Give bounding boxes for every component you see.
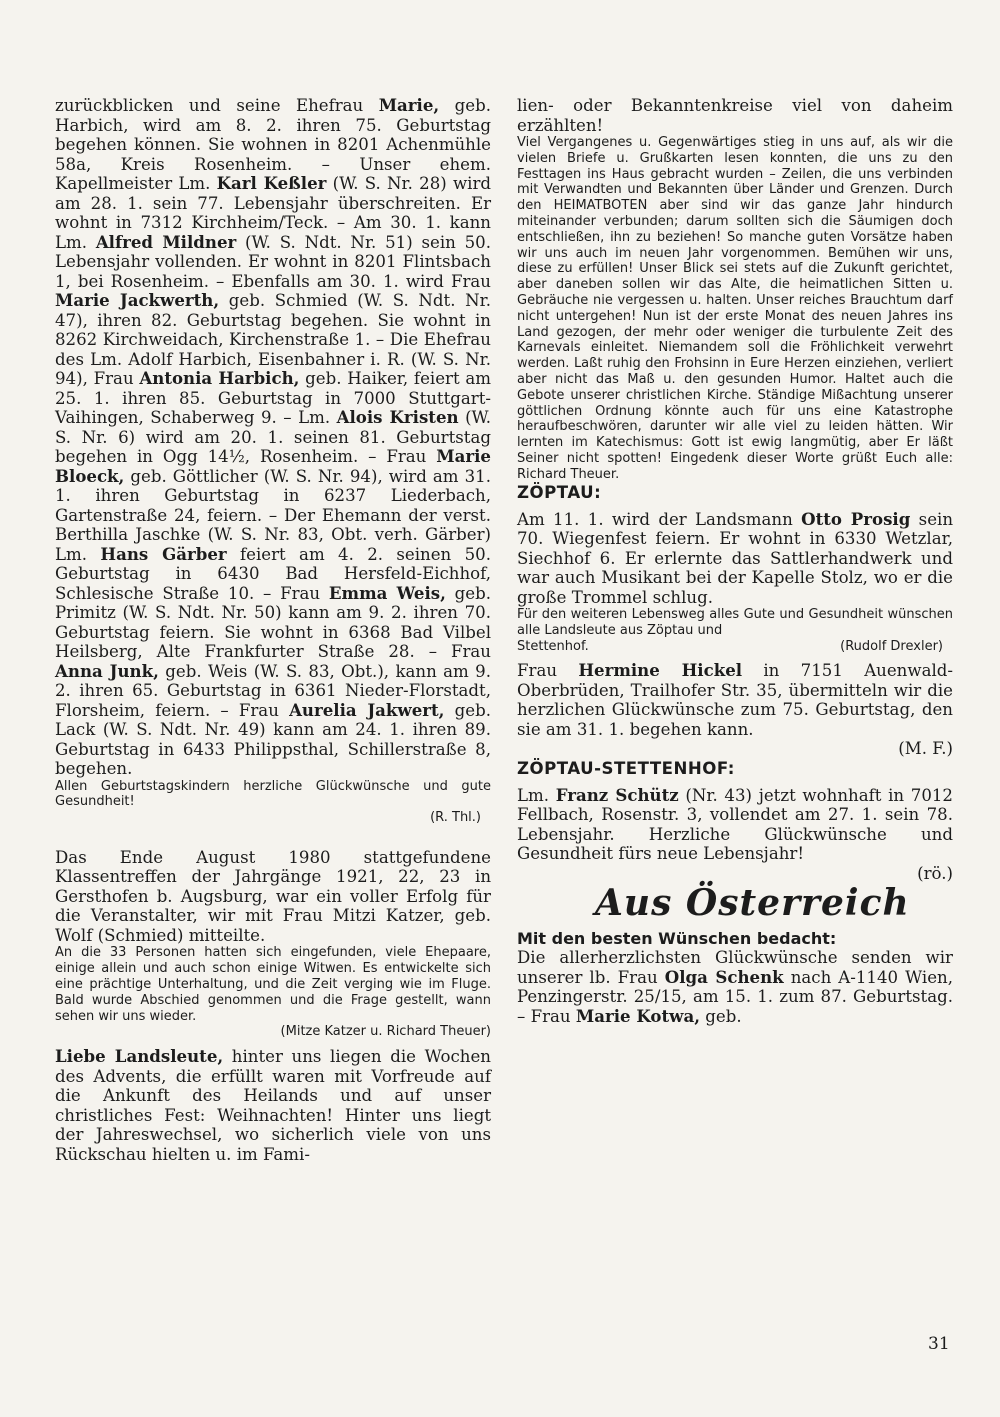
section-heading-zoeptau: ZÖPTAU: [517,482,602,502]
stettenhof-signature: (rö.) [917,863,953,883]
bold-name: Karl Keßler [216,173,327,193]
section-heading-stettenhof: ZÖPTAU-STETTENHOF: [517,758,735,778]
bold-name: Marie Bloeck, [55,446,491,486]
bold-name: Olga Schenk [664,966,784,987]
oesterreich-wishes: Die allerherzlichsten Glückwünsche senden wir unserer lb. Frau Olga Schenk nach A-1140 Wien, Penzingerstr. 25/15, am 15. 1. zum 87. Geburtstag. – Frau Marie Kotwa, geb. [517,948,953,1026]
bold-name: Emma Weis, [328,582,446,603]
new-year-letter-start: Liebe Landsleute, hinter uns liegen die Wochen des Advents, die erfüllt waren mit Vorfreude auf die Ankunft des Heilands und auf unser christliches Fest: Weihnachten! Hinter uns liegt der Jahreswechsel, wo sicherlich viele von uns Rückschau hielten u. im Fami- [55,1046,491,1164]
letter-body: Viel Vergangenes u. Gegenwärtiges stieg in uns auf, als wir die vielen Briefe u. Grußkarten lesen konnten, die uns zu den Festtagen ins Haus gebracht wurden – Zeilen, die uns verbinden mit Verwandten und Bekannten über Länder und Grenzen. Durch den HEIMATBOTEN aber sind wir das ganze Jahr hindurch miteinander verbunden; darum sollten sich die Säumigen doch entschließen, ihn zu beziehen! So manche guten Vorsätze haben wir uns auch im neuen Jahr vorgenommen. Bemühen wir uns, diese zu erfüllen! Unser Blick sei stets auf die Zukunft gerichtet, aber daneben sollen wir das Alte, die heimatlichen Sitten u. Gebräuche nie vergessen u. halten. Unser reiches Brauchtum darf nicht untergehen! Nun ist der erste Monat des neuen Jahres ins Land gezogen, der mehr oder weniger die turbulente Zeit des Karnevals einleitet. Niemandem soll die Fröhlichkeit verwehrt werden. Laßt ruhig den Frohsinn in Eure Herzen einziehen, verliert aber nicht das Maß u. den gesunden Humor. Haltet auch die Gebote unserer christlichen Kirche. Ständige Mißachtung unserer göttlichen Ordnung könnte auch für uns eine Katastrophe heraufbeschwören, darunter wir alle viel zu leiden hätten. Wir lernten im Katechismus: Gott ist ewig langmütig, aber Er läßt Seiner nicht spotten! Eingedenk dieser Worte grüßt Euch alle: Richard Theuer. [517,135,953,482]
birthday-greeting: Allen Geburtstagskindern herzliche Glückwünsche und gute Gesundheit! [55,778,491,810]
zoeptau-hickel: Frau Hermine Hickel in 7151 Auenwald-Oberbrüden, Trailhofer Str. 35, übermitteln wir die herzlichen Glückwünsche zum 75. Geburtstag, den sie am 31. 1. begehen kann. [517,660,954,739]
bold-name: Anna Junk, [55,660,159,681]
bold-name: Hermine Hickel [578,660,743,681]
left-column [55,96,491,1164]
bold-name: Marie Kotwa, [575,1005,700,1026]
class-reunion-intro: Das Ende August 1980 stattgefundene Klassentreffen der Jahrgänge 1921, 22, 23 in Gersthofen b. Augsburg, war ein voller Erfolg für die Veranstalter, wir mit Frau Mitzi Katzer, geb. Wolf (Schmied) mitteilte. [55,847,491,945]
bold-name: Antonia Harbich, [139,368,300,388]
letter-continuation: lien- oder Bekanntenkreise viel von daheim erzählten! [517,96,953,135]
birthday-greeting-sign-row [55,810,491,826]
zoeptau-wishes: Für den weiteren Lebensweg alles Gute und Gesundheit wünschen alle Landsleute aus Zöptau und [517,607,953,638]
oesterreich-subheading: Mit den besten Wünschen bedacht: [517,929,837,949]
salutation: Liebe Landsleute, [55,1046,224,1067]
bold-name: Alois Kristen [336,407,459,427]
bold-name: Hans Gärber [100,543,227,564]
bold-name: Marie Jackwerth, [55,290,220,310]
class-reunion-signature: (Mitze Katzer u. Richard Theuer) [280,1024,491,1040]
section-heading-oesterreich: Aus Österreich [595,882,910,925]
zoeptau-wishes-signature: (Rudolf Drexler) [840,638,943,654]
zoeptau-hickel-signature: (M. F.) [898,739,953,759]
bold-name: Marie, [378,95,440,115]
class-reunion-report: An die 33 Personen hatten sich eingefunden, viele Ehepaare, einige allein und auch schon einige Witwen. Es entwickelte sich eine prächtige Unterhaltung, und die Zeit verging wie im Fluge. Bald wurde Abschied genommen und die Frage gestellt, wann sehen wir uns wieder. [55,945,491,1024]
birthday-announcements: zurückblicken und seine Ehefrau Marie, geb. Harbich, wird am 8. 2. ihren 75. Geburtstag begehen können. Sie wohnen in 8201 Achenmühle 58a, Kreis Rosenheim. – Unser ehem. Kapellmeister Lm. Karl Keßler (W. S. Nr. 28) wird am 28. 1. sein 77. Lebensjahr überschreiten. Er wohnt in 7312 Kirchheim/Teck. – Am 30. 1. kann Lm. Alfred Mildner (W. S. Ndt. Nr. 51) sein 50. Lebensjahr vollenden. Er wohnt in 8201 Flintsbach 1, bei Rosenheim. – Ebenfalls am 30. 1. wird Frau Marie Jackwerth, geb. Schmied (W. S. Ndt. Nr. 47), ihren 82. Geburtstag begehen. Sie wohnt in 8262 Kirchweidach, Kirchenstraße 1. – Die Ehefrau des Lm. Adolf Harbich, Eisenbahner i. R. (W. S. Nr. 94), Frau Antonia Harbich, geb. Haiker, feiert am 25. 1. ihren 85. Geburtstag in 7000 Stuttgart-Vaihingen, Schaberweg 9. – Lm. Alois Kristen (W. S. Nr. 6) wird am 20. 1. seinen 81. Geburtstag begehen in Ogg 14½, Rosenheim. – Frau Marie Bloeck, geb. Göttlicher (W. S. Nr. 94), wird am 31. 1. ihren Geburtstag in 6237 Liederbach, Gartenstraße 24, feiern. – Der Ehemann der verst. Berthilla Jaschke (W. S. Nr. 83, Obt. verh. Gärber) Lm. Hans Gärber feiert am 4. 2. seinen 50. Geburtstag in 6430 Bad Hersfeld-Eichhof, Schlesische Straße 10. – Frau Emma Weis, geb. Primitz (W. S. Ndt. Nr. 50) kann am 9. 2. ihren 70. Geburtstag feiern. Sie wohnt in 6368 Bad Vilbel Heilsberg, Alte Frankfurter Straße 28. – Frau Anna Junk, geb. Weis (W. S. 83, Obt.), kann am 9. 2. ihren 65. Geburtstag in 6361 Nieder-Florstadt, Florsheim, feiern. – Frau Aurelia Jakwert, geb. Lack (W. S. Ndt. Nr. 49) kann am 24. 1. ihren 89. Geburtstag in 6433 Philippsthal, Schillerstraße 8, begehen. [55,95,492,778]
right-column [517,96,953,1026]
bold-name: Otto Prosig [801,508,911,529]
stettenhof-schuetz: Lm. Franz Schütz (Nr. 43) jetzt wohnhaft in 7012 Fellbach, Rosenstr. 3, vollendet am 27. 1. sein 78. Lebensjahr. Herzliche Glückwünsche und Gesundheit fürs neue Lebensjahr! [517,784,953,864]
bold-name: Aurelia Jakwert, [289,699,445,720]
bold-name: Alfred Mildner [95,231,237,252]
bold-name: Franz Schütz [555,784,679,805]
page-number: 31 [928,1334,950,1354]
zoeptau-wishes-sign-row: Stettenhof. (Rudolf Drexler) [517,638,943,654]
zoeptau-prosig: Am 11. 1. wird der Landsmann Otto Prosig sein 70. Wiegenfest feiern. Er wohnt in 6330 Wetzlar, Siechhof 6. Er erlernte das Sattlerhandwerk und war auch Musikant bei der Kapelle Stolz, wo er die große Trommel schlug. [517,508,954,607]
birthday-greeting-signature: (R. Thl.) [430,810,481,826]
